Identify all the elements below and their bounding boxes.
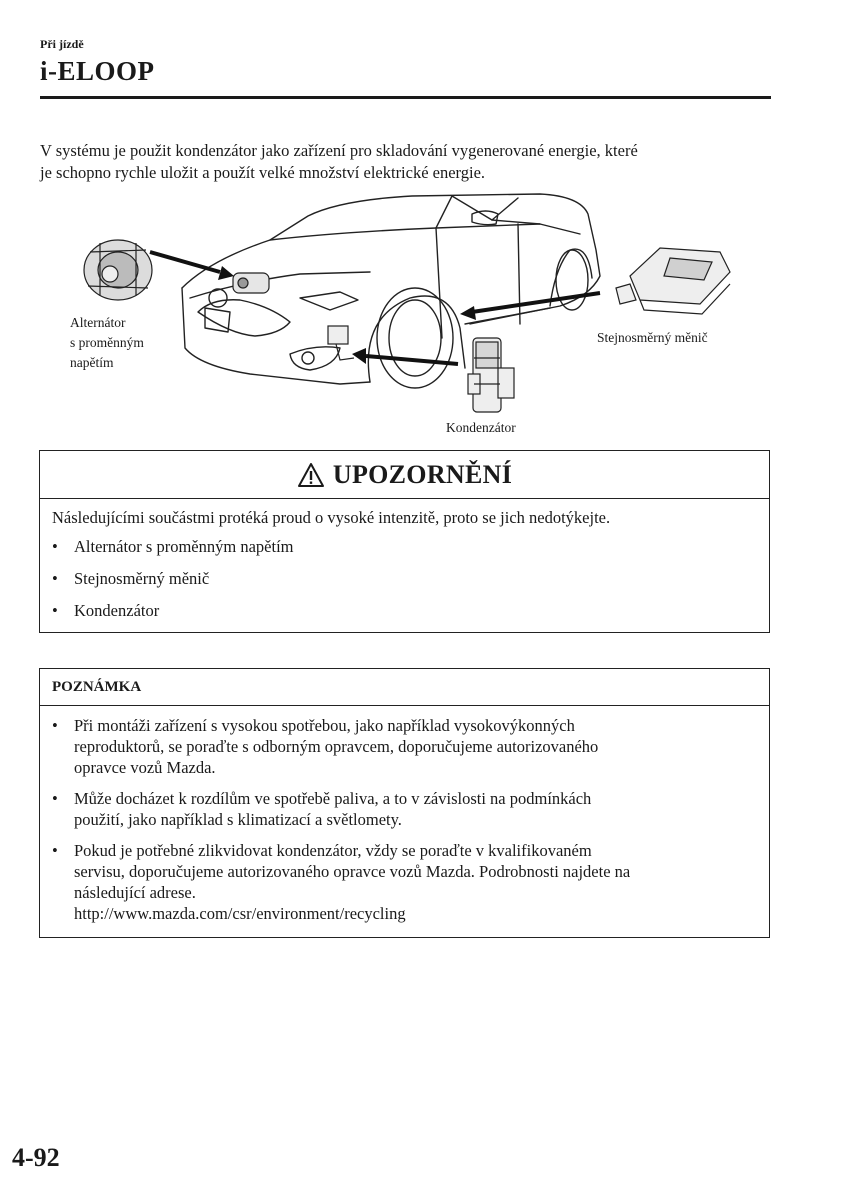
title-divider: [40, 96, 771, 99]
warning-triangle-icon: [297, 462, 325, 488]
capacitor-label: Kondenzátor: [446, 420, 516, 435]
warning-lead: Následujícími součástmi protéká proud o vysoké intenzitě, proto se jich nedotýkejte.: [52, 508, 611, 527]
warning-title: UPOZORNĚNÍ: [332, 459, 513, 489]
page-title: i-ELOOP: [40, 56, 155, 86]
sensor-icon: [328, 326, 354, 360]
list-item: • Alternátor s proměnným napětím: [52, 537, 294, 556]
alternator-label: Alternátor s proměnným napětím: [70, 315, 144, 370]
note-title: POZNÁMKA: [40, 669, 769, 706]
section-label: Při jízdě: [40, 37, 84, 51]
recycling-url: http://www.mazda.com/csr/environment/recycling: [74, 904, 406, 923]
list-item: • Při montáži zařízení s vysokou spotřebou, jako například vysokovýkonných reproduktorů, se poraďte s odborným opravcem, doporučujeme autorizovaného opravce vozů Mazda.: [52, 716, 599, 777]
page-number: 4-92: [12, 1143, 60, 1172]
warning-header: [40, 451, 769, 499]
converter-label: Stejnosměrný měnič: [597, 330, 708, 345]
list-item: • Může docházet k rozdílům ve spotřebě paliva, a to v závislosti na podmínkách použití, jako například s klimatizací a světlomety.: [52, 789, 592, 829]
warning-list: [52, 537, 294, 633]
list-item: • Stejnosměrný měnič: [52, 569, 210, 588]
car-illustration: [40, 188, 775, 448]
intro-paragraph: V systému je použit kondenzátor jako zařízení pro skladování vygenerované energie, které je schopno rychle uložit a použít velké množství elektrické energie.: [40, 141, 638, 182]
engine-component-icon: [233, 273, 269, 293]
warning-box: [39, 450, 770, 633]
alternator-icon: [84, 240, 152, 300]
note-list: [52, 715, 757, 934]
list-item: • Pokud je potřebné zlikvidovat kondenzátor, vždy se poraďte v kvalifikovaném servisu, doporučujeme autorizovaného opravce vozů Mazda. Podrobnosti najdete na následující adrese. http://www.mazda.com/csr/environment/recycling: [52, 840, 757, 924]
capacitor-icon: [468, 338, 514, 412]
pointer-arrows: [150, 252, 600, 364]
dc-dc-converter-icon: [616, 248, 730, 314]
note-box: [39, 668, 770, 938]
list-item: • Kondenzátor: [52, 601, 160, 620]
i-eloop-figure: [40, 188, 775, 448]
